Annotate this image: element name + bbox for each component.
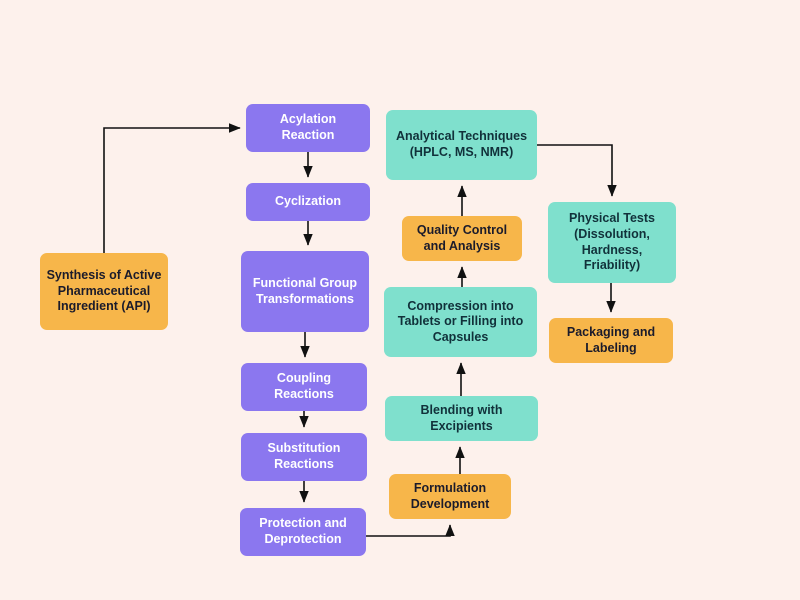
edge-analytical-to-physical [537,145,612,196]
node-acylation[interactable] [246,104,370,152]
node-label-cyclization: Cyclization [275,194,341,209]
node-compression[interactable] [384,287,537,357]
node-label-protection: Protection and Deprotection [259,516,347,546]
node-formulation[interactable] [389,474,511,519]
node-label-physical: Physical Tests (Dissolution, Hardness, Friability) [569,211,655,273]
node-label-acylation: Acylation Reaction [279,112,337,142]
node-label-api: Synthesis of Active Pharmaceutical Ingredient (API) [46,268,162,314]
node-label-formulation: Formulation Development [410,480,490,511]
node-functional[interactable] [241,251,369,332]
node-blending[interactable] [385,396,538,441]
node-label-blending: Blending with Excipients [420,402,503,433]
node-label-packaging: Packaging and Labeling [566,324,656,355]
node-coupling[interactable] [241,363,367,411]
node-physical[interactable] [548,202,676,283]
node-label-functional: Functional Group Transformations [252,275,358,306]
node-substitution[interactable] [241,433,367,481]
node-analytical[interactable] [386,110,537,180]
edge-protection-to-formulation [366,525,450,536]
node-label-coupling: Coupling Reactions [274,371,334,401]
edge-api-to-acylation [104,128,240,253]
node-label-substitution: Substitution Reactions [267,441,341,471]
node-packaging[interactable] [549,318,673,363]
node-label-compression: Compression into Tablets or Filling into Capsules [397,298,524,344]
node-protection[interactable] [240,508,366,556]
node-quality[interactable] [402,216,522,261]
node-api[interactable] [40,253,168,330]
node-cyclization[interactable] [246,183,370,221]
node-label-quality: Quality Control and Analysis [416,222,508,253]
node-label-analytical: Analytical Techniques (HPLC, MS, NMR) [395,129,528,159]
